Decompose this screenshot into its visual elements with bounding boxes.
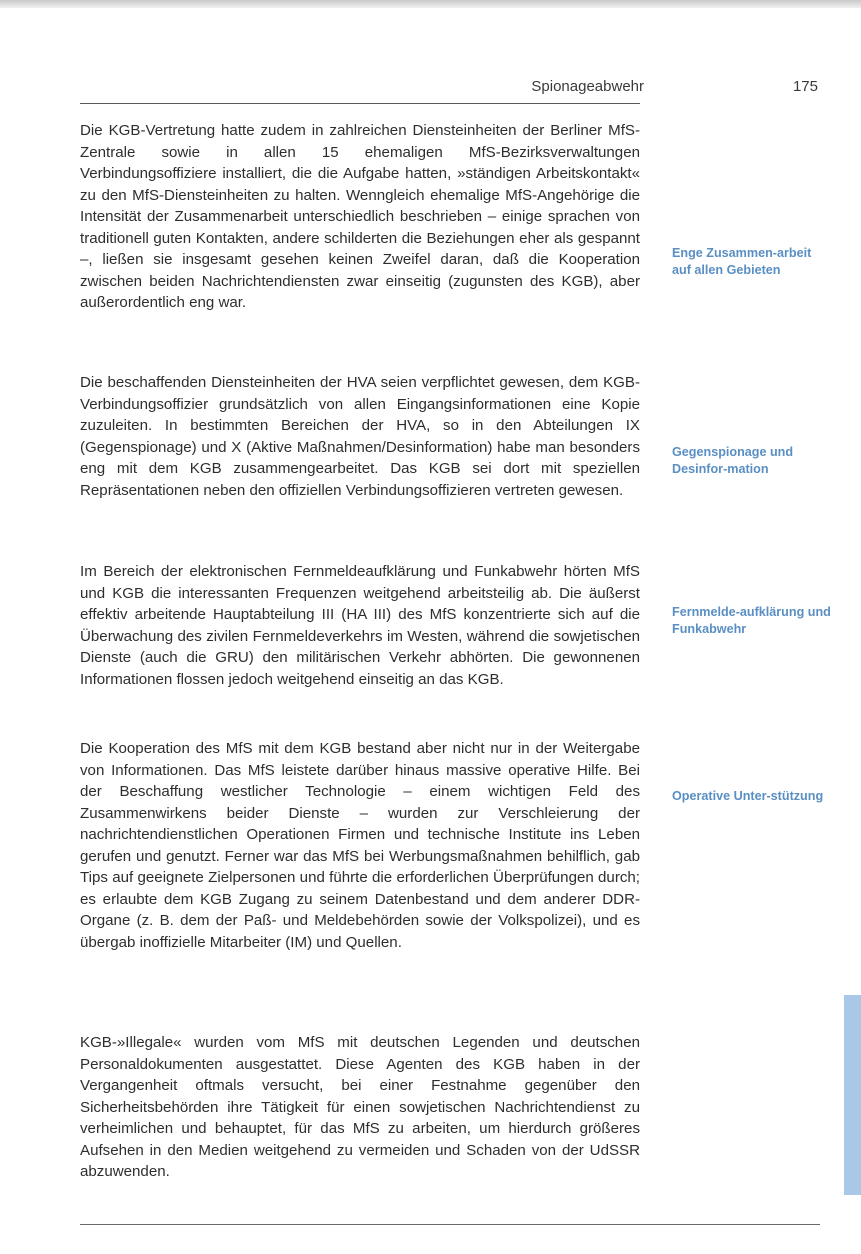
body-paragraph: KGB-»Illegale« wurden vom MfS mit deutschen Legenden und deutschen Personaldokumenten ausgestattet. Diese Agenten des KGB haben in der Vergangenheit oftmals versucht, bei einer Festnahme gegenüber den Sicherheitsbehörden ihre Tätigkeit für einen sowjetischen Nachrichtendienst zu verheimlichen und behauptet, für das MfS zu arbeiten, um hierdurch größeres Aufsehen in den Medien weitgehend zu vermeiden und Schaden von der UdSSR abzuwenden. [80, 1034, 640, 1180]
body-paragraph: Die Kooperation des MfS mit dem KGB bestand aber nicht nur in der Weitergabe von Informationen. Das MfS leistete darüber hinaus massive operative Hilfe. Bei der Beschaffung westlicher Technologie – einem wichtigen Feld des Zusammenwirkens beider Dienste – wurden zur Verschleierung der nachrichtendienstlichen Operationen Firmen und technische Institute ins Leben gerufen und genutzt. Ferner war das MfS bei Werbungsmaßnahmen behilflich, gab Tips auf geeignete Zielpersonen und führte die erforderlichen Überprüfungen durch; es erlaubte dem KGB Zugang zu seinem Datenbestand und dem anderer DDR-Organe (z. B. dem der Paß- und Meldebehörden sowie der Volkspolizei), und es übergab inoffizielle Mitarbeiter (IM) und Quellen. [80, 740, 640, 951]
margin-note: Gegenspionage und Desinfor-mation [672, 445, 794, 476]
header-rule [80, 103, 640, 104]
running-head: Spionageabwehr [531, 78, 644, 95]
margin-note: Operative Unter-stützung [672, 789, 824, 803]
page-number: 175 [792, 78, 818, 95]
body-paragraph: Die KGB-Vertretung hatte zudem in zahlreichen Diensteinheiten der Berliner MfS-Zentrale sowie in allen 15 ehemaligen MfS-Bezirksverwaltungen Verbindungsoffiziere installiert, die die Aufgabe hatten, »ständigen Arbeitskontakt« zu den MfS-Diensteinheiten zu halten. Wenngleich ehemalige MfS-Angehörige die Intensität der Zusammenarbeit unterschiedlich beschrieben – einige sprachen von traditionell guten Kontakten, andere schilderten die Beziehungen eher als gespannt –, ließen sie insgesamt gesehen keinen Zweifel daran, daß die Kooperation zwischen beiden Nachrichtendiensten zwar einseitig (zugunsten des KGB), aber außerordentlich eng war. [80, 122, 640, 311]
margin-note: Fernmelde-aufklärung und Funkabwehr [672, 605, 831, 636]
page-header [80, 78, 820, 102]
footer-rule [80, 1224, 820, 1225]
chapter-thumb-tab [844, 995, 861, 1195]
margin-note: Enge Zusammen-arbeit auf allen Gebieten [672, 246, 812, 277]
body-paragraph: Die beschaffenden Diensteinheiten der HVA seien verpflichtet gewesen, dem KGB-Verbindungsoffizier grundsätzlich von allen Eingangsinformationen eine Kopie zuzuleiten. In bestimmten Bereichen der HVA, so in den Abteilungen IX (Gegenspionage) und X (Aktive Maßnahmen/Desinformation) habe man besonders eng mit dem KGB zusammengearbeitet. Das KGB sei dort mit speziellen Repräsentationen neben den offiziellen Verbindungsoffizieren vertreten gewesen. [80, 374, 640, 499]
body-paragraph: Im Bereich der elektronischen Fernmeldeaufklärung und Funkabwehr hörten MfS und KGB die interessanten Frequenzen weitgehend arbeitsteilig ab. Die äußerst effektiv arbeitende Hauptabteilung III (HA III) des MfS konzentrierte sich auf die Überwachung des zivilen Fernmeldeverkehrs im Westen, während die sowjetischen Dienste (auch die GRU) den militärischen Verkehr abhörten. Die gewonnenen Informationen flossen jedoch weitgehend einseitig an das KGB. [80, 563, 640, 688]
scan-edge [0, 0, 861, 8]
